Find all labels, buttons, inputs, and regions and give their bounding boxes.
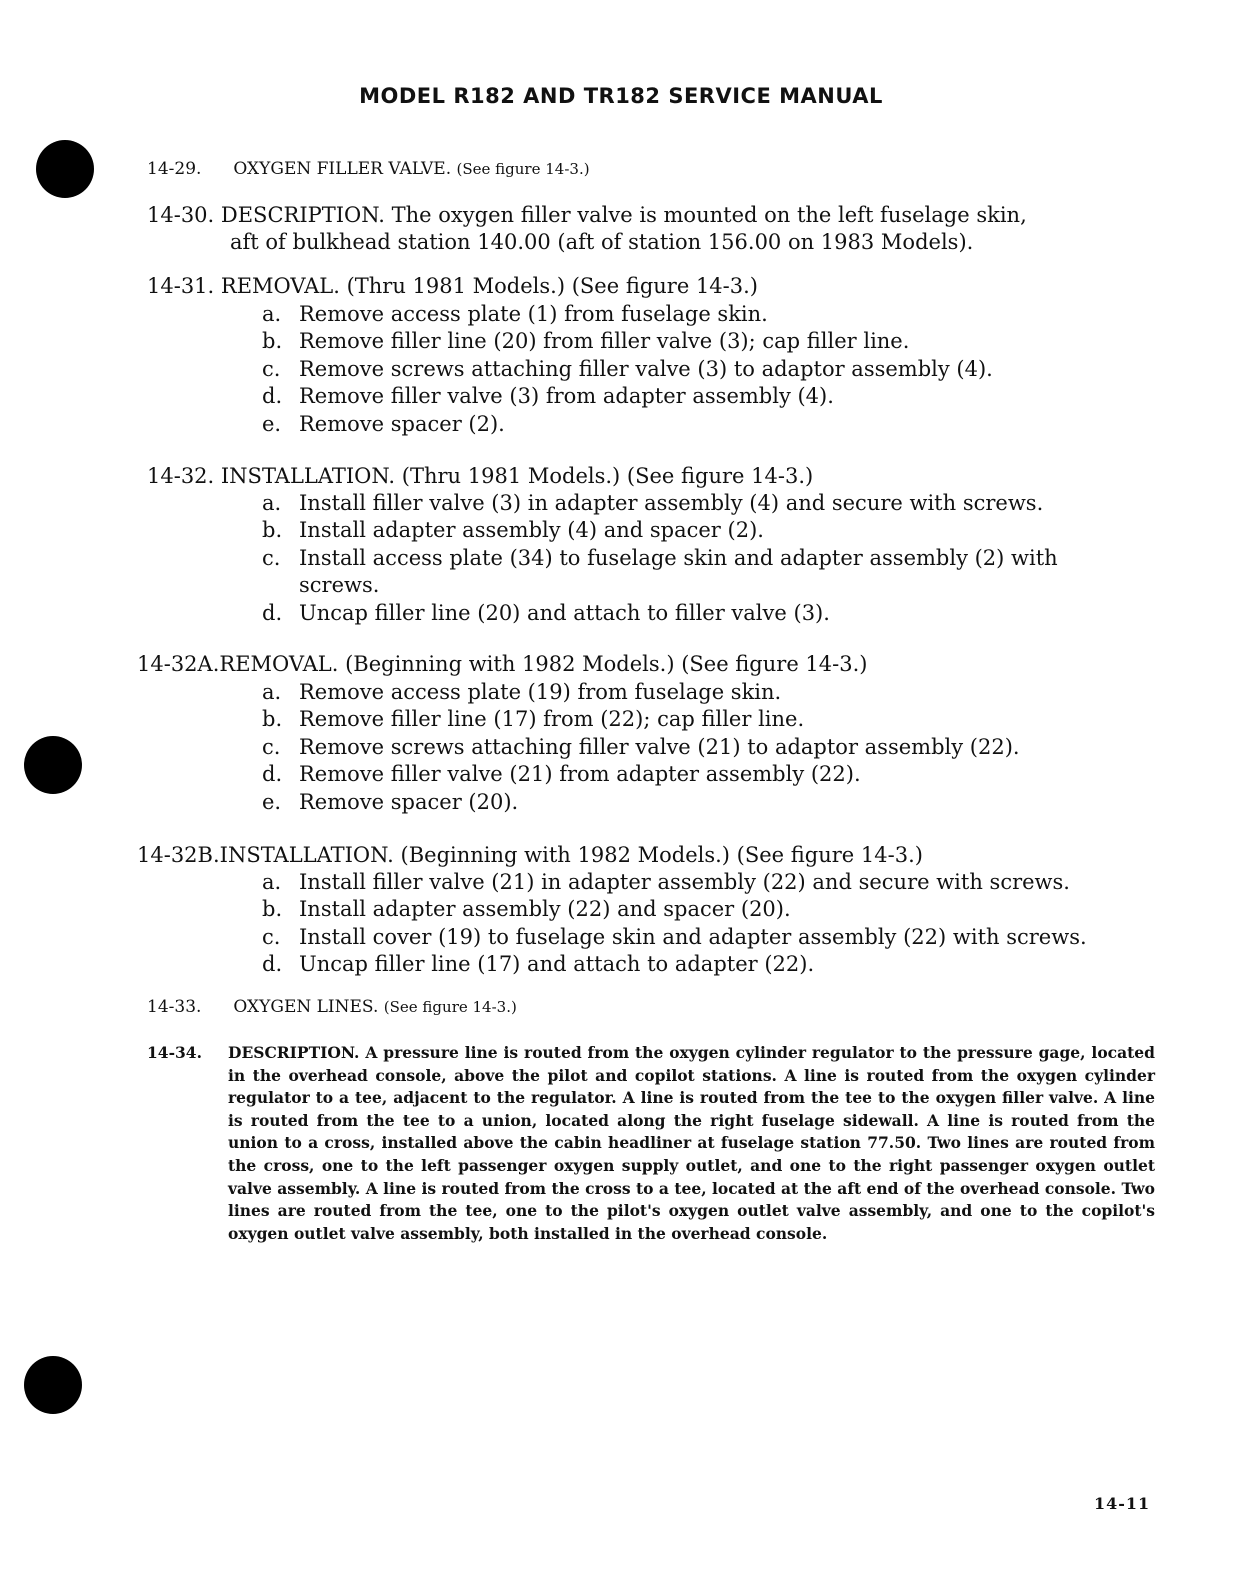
section-title: OXYGEN FILLER VALVE.	[233, 159, 452, 179]
step-item: d. Uncap filler line (20) and attach to filler valve (3).	[262, 600, 830, 625]
section-14-31-heading: 14-31. REMOVAL. (Thru 1981 Models.) (See figure 14-3.)	[147, 274, 758, 298]
binder-hole	[36, 140, 94, 198]
section-14-34	[147, 1042, 1155, 1245]
section-14-32a-heading: 14-32A.REMOVAL. (Beginning with 1982 Models.) (See figure 14-3.)	[137, 652, 868, 676]
section-14-32b-heading: 14-32B.INSTALLATION. (Beginning with 1982 Models.) (See figure 14-3.)	[137, 843, 923, 867]
step-item: e. Remove spacer (20).	[262, 789, 519, 814]
binder-hole	[24, 736, 82, 794]
section-14-32-steps	[262, 490, 1058, 627]
step-item: d. Remove filler valve (3) from adapter assembly (4).	[262, 384, 834, 409]
page-number: 14-11	[1094, 1494, 1151, 1513]
section-title: OXYGEN LINES.	[233, 997, 379, 1017]
step-item: a. Install filler valve (21) in adapter assembly (22) and secure with screws.	[262, 870, 1070, 894]
section-14-30-line-1: 14-30. DESCRIPTION. The oxygen filler valve is mounted on the left fuselage skin,	[147, 203, 1027, 227]
figure-reference: (See figure 14-3.)	[383, 998, 517, 1016]
step-item: c. Remove screws attaching filler valve (3) to adaptor assembly (4).	[262, 356, 993, 381]
section-14-32a-steps	[262, 679, 1020, 816]
figure-reference: (See figure 14-3.)	[456, 160, 590, 178]
section-number: 14-33.	[147, 997, 202, 1017]
step-item: b. Remove filler line (17) from (22); cap filler line.	[262, 707, 805, 732]
step-continuation: screws.	[299, 573, 380, 598]
section-14-31-steps	[262, 301, 993, 438]
step-item: b. Install adapter assembly (4) and spacer (2).	[262, 518, 764, 543]
section-14-30-line-2: aft of bulkhead station 140.00 (aft of station 156.00 on 1983 Models).	[230, 230, 974, 254]
step-item: c. Remove screws attaching filler valve (21) to adaptor assembly (22).	[262, 734, 1020, 759]
section-number: 14-34.	[147, 1043, 202, 1062]
step-item: c. Install access plate (34) to fuselage skin and adapter assembly (2) with screws.	[262, 545, 1058, 600]
section-14-30	[147, 202, 1027, 256]
binder-hole	[24, 1356, 82, 1414]
section-14-32b-steps	[262, 869, 1087, 979]
step-item: b. Remove filler line (20) from filler valve (3); cap filler line.	[262, 329, 910, 354]
page-header: MODEL R182 AND TR182 SERVICE MANUAL	[359, 84, 883, 108]
step-item: a. Remove access plate (19) from fuselage skin.	[262, 680, 782, 704]
section-14-33-heading	[147, 997, 517, 1017]
section-14-34-description: DESCRIPTION. A pressure line is routed from the oxygen cylinder regulator to the pressure gage, located in the overhead console, above the pilot and copilot stations. A line is routed from the oxygen cylinder regulator to a tee, adjacent to the regulator. A line is routed from the tee to the oxygen filler valve. A line is routed from the tee to a union, located along the right fuselage sidewall. A line is routed from the union to a cross, installed above the cabin headliner at fuselage station 77.50. Two lines are routed from the cross, one to the left passenger oxygen supply outlet, and one to the right passenger oxygen outlet valve assembly. A line is routed from the cross to a tee, located at the aft end of the overhead console. Two lines are routed from the tee, one to the pilot's oxygen outlet valve assembly, and one to the copilot's oxygen outlet valve assembly, both installed in the overhead console.	[228, 1043, 1155, 1243]
step-item: d. Uncap filler line (17) and attach to adapter (22).	[262, 952, 815, 977]
section-number: 14-29.	[147, 159, 202, 179]
step-item: e. Remove spacer (2).	[262, 411, 505, 436]
step-item: a. Install filler valve (3) in adapter assembly (4) and secure with screws.	[262, 491, 1044, 515]
section-14-29-heading	[147, 159, 590, 179]
step-item: c. Install cover (19) to fuselage skin and adapter assembly (22) with screws.	[262, 924, 1087, 949]
section-14-32-heading: 14-32. INSTALLATION. (Thru 1981 Models.) (See figure 14-3.)	[147, 464, 814, 488]
step-item: d. Remove filler valve (21) from adapter assembly (22).	[262, 762, 861, 787]
step-item: b. Install adapter assembly (22) and spacer (20).	[262, 897, 791, 922]
step-item: a. Remove access plate (1) from fuselage skin.	[262, 302, 768, 326]
